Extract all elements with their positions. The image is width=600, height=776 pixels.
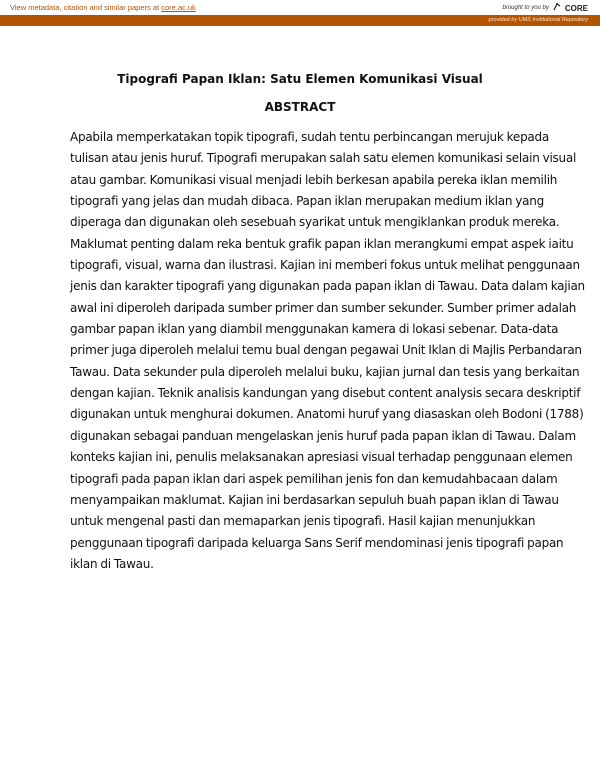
abstract-line: menyampaikan maklumat. Kajian ini berdasarkan sepuluh buah papan iklan di Tawau	[70, 492, 559, 507]
core-logo-icon	[552, 2, 562, 14]
document-title: Tipografi Papan Iklan: Satu Elemen Komunikasi Visual	[117, 72, 483, 86]
abstract-line: tipografi, visual, warna dan ilustrasi. Kajian ini memberi fokus untuk melihat penggunaan	[70, 258, 580, 273]
abstract-line: tipografi yang jelas dan mudah dibaca. Papan iklan merupakan medium iklan yang	[70, 194, 544, 209]
abstract-line: atau gambar. Komunikasi visual menjadi lebih berkesan apabila pereka iklan memilih	[70, 172, 558, 187]
abstract-line: digunakan untuk menghurai dokumen. Anatomi huruf yang diasaskan oleh Bodoni (1788)	[70, 407, 584, 422]
abstract-line: awal ini diperoleh daripada sumber primer dan sumber sekunder. Sumber primer adalah	[70, 300, 577, 315]
abstract-line: primer juga diperoleh melalui temu bual dengan pegawai Unit Iklan di Majlis Perbandaran	[70, 343, 582, 358]
abstract-line: untuk mengenal pasti dan memaparkan jenis tipografi. Hasil kajian menunjukkan	[70, 514, 536, 529]
abstract-line: iklan di Tawau.	[70, 556, 154, 571]
core-label: CORE	[564, 3, 588, 13]
abstract-line: dengan kajian. Teknik analisis kandungan yang disebut content analysis secara deskriptif	[70, 386, 581, 401]
abstract-line: tulisan atau jenis huruf. Tipografi merupakan salah satu elemen komunikasi selain visual	[70, 151, 577, 166]
abstract-line: tipografi pada papan iklan dari aspek pemilihan jenis fon dan kemudahbacaan dalam	[70, 471, 558, 486]
abstract-line: Apabila memperkatakan topik tipografi, sudah tentu perbincangan merujuk kepada	[70, 130, 550, 144]
abstract-line: digunakan sebagai panduan mengelaskan jenis huruf pada papan iklan di Tawau. Dalam	[70, 428, 576, 443]
metadata-notice	[10, 3, 196, 12]
abstract-line: penggunaan tipografi daripada keluarga Sans Serif mendominasi jenis tipografi papan	[70, 535, 564, 550]
abstract-line: konteks kajian ini, penulis melaksanakan apresiasi visual terhadap penggunaan elemen	[70, 450, 573, 465]
abstract-line: Maklumat penting dalam reka bentuk grafik papan iklan merangkumi empat aspek iaitu	[70, 236, 574, 251]
abstract-heading: ABSTRACT	[264, 100, 336, 114]
core-banner	[0, 0, 600, 14]
abstract-body	[70, 127, 585, 575]
brought-by	[503, 2, 589, 14]
brought-by-text: brought to you by	[502, 5, 549, 11]
core-link[interactable]: core.ac.uk	[161, 3, 196, 12]
metadata-text: View metadata, citation and similar papers at	[10, 3, 162, 12]
abstract-line: jenis dan karakter tipografi yang digunakan pada papan iklan di Tawau. Data dalam kajian	[70, 279, 585, 294]
abstract-line: Tawau. Data sekunder pula diperoleh melalui buku, kajian jurnal dan tesis yang berkaitan	[70, 364, 580, 379]
abstract-line: gambar papan iklan yang diambil menggunakan kamera di lokasi sebenar. Data-data	[70, 322, 559, 337]
provided-by: provided by UMS Institutional Repository	[488, 17, 588, 23]
abstract-line: diperaga dan digunakan oleh sesebuah syarikat untuk mengiklankan produk mereka.	[70, 215, 560, 230]
